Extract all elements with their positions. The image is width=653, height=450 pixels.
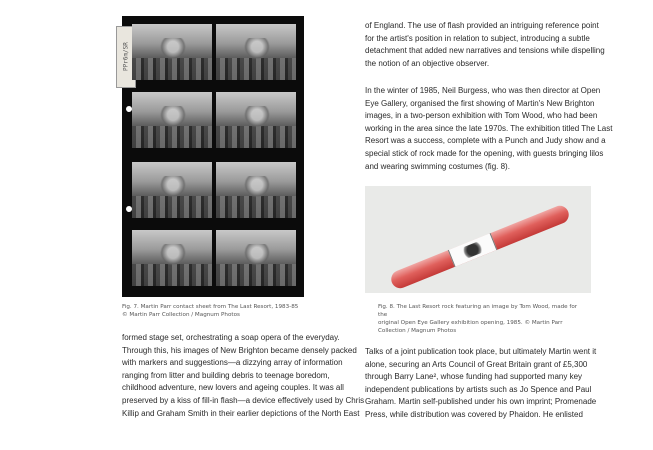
film-frame <box>132 92 212 148</box>
text-line: and wearing swimming costumes (fig. 8). <box>365 161 510 171</box>
rock-stick <box>389 203 572 291</box>
film-frame <box>216 230 296 286</box>
text-line: ranging from litter and building debris to teenage boredom, <box>122 370 330 380</box>
paragraph-flash <box>365 20 625 70</box>
text-line: the notion of an objective observer. <box>365 58 490 68</box>
text-line: working in the area since the late 1970s. The exhibition titled The Last <box>365 123 613 133</box>
text-line: independent publications by artists such as Jo Spence and Paul <box>365 384 592 394</box>
film-frame <box>216 162 296 218</box>
text-line: preserved by a kiss of fill-in flash—a device effectively used by Chris <box>122 395 365 405</box>
paragraph-publication <box>365 346 630 422</box>
text-line: of England. The use of flash provided an intriguing reference point <box>365 21 599 30</box>
rock-label <box>448 233 497 267</box>
text-line: Through this, his images of New Brighton became densely packed <box>122 345 357 355</box>
film-frame <box>216 92 296 148</box>
text-line: Talks of a joint publication took place, but ultimately Martin went it <box>365 347 597 356</box>
text-line: Resort was a success, complete with a Punch and Judy show and a <box>365 136 606 146</box>
caption-line: © Martin Parr Collection / Magnum Photos <box>122 312 240 318</box>
text-line: images, in a two-person exhibition with Tom Wood, who had been <box>365 111 598 121</box>
caption-line: Fig. 7. Martin Parr contact sheet from The Last Resort, 1983-85 <box>122 304 299 310</box>
text-line: Killip and Graham Smith in their earlier depictions of the North East <box>122 408 360 418</box>
rock-stick-photo <box>365 186 591 293</box>
paragraph-exhibition <box>365 85 630 173</box>
caption-line: Collection / Magnum Photos <box>378 328 457 334</box>
caption-line: Fig. 8. The Last Resort rock featuring an image by Tom Wood, made for the <box>378 304 578 318</box>
text-line: alone, securing an Arts Council of Great Britain grant of £5,300 <box>365 359 588 369</box>
text-line: childhood adventure, new lovers and ageing couples. It was all <box>122 383 344 393</box>
contact-sheet-image <box>122 16 304 297</box>
text-line: detachment that added new narratives and tensions while dispelling <box>365 46 605 56</box>
figure-7-caption <box>122 303 312 319</box>
paragraph-new-brighton <box>122 332 367 420</box>
text-line: In the winter of 1985, Neil Burgess, who was then director at Open <box>365 86 601 95</box>
contact-sheet-label: PPr6m/SR <box>116 26 136 88</box>
caption-line: original Open Eye Gallery exhibition opening, 1985. © Martin Parr <box>378 320 563 326</box>
text-line: formed stage set, orchestrating a soap opera of the everyday. <box>122 333 340 342</box>
text-line: Eye Gallery, organised the first showing of Martin's New Brighton <box>365 98 595 108</box>
film-frame <box>132 24 212 80</box>
film-frame <box>132 162 212 218</box>
text-line: through Barry Lane², whose funding had supported many key <box>365 372 583 382</box>
text-line: for the artist's position in relation to subject, introducing a subtle <box>365 33 590 43</box>
text-line: special stick of rock made for the opening, with guests bringing lilos <box>365 148 604 158</box>
text-line: with markers and suggestions—a dizzying array of information <box>122 358 343 368</box>
text-line: Press, while distribution was covered by Phaidon. He enlisted <box>365 409 583 419</box>
film-frame <box>132 230 212 286</box>
film-frame <box>216 24 296 80</box>
figure-8-caption <box>378 303 588 335</box>
text-line: Graham. Martin self-published under his own imprint; Promenade <box>365 397 597 407</box>
